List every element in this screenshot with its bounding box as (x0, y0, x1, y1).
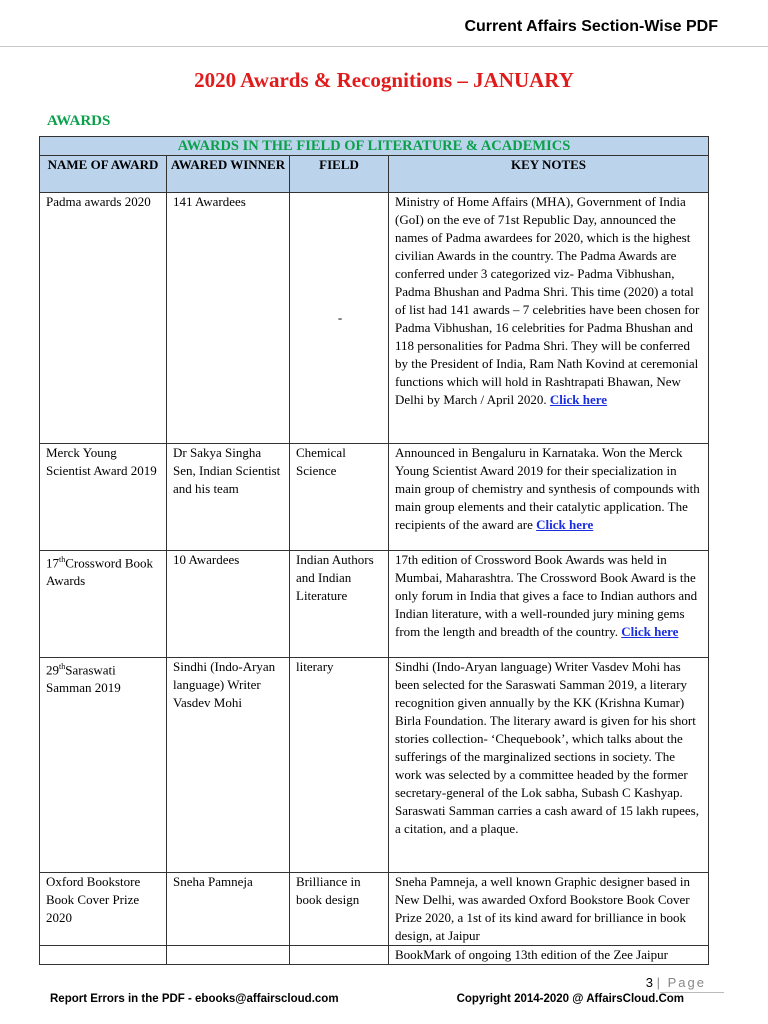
column-header-notes: KEY NOTES (389, 156, 709, 193)
table-row (40, 873, 709, 946)
notes-cell: Sindhi (Indo-Aryan language) Writer Vasdev Mohi has been selected for the Saraswati Samman 2019, a literary recognition given annually by the KK (Krishna Kumar) Birla Foundation. The literary award is given for his short stories collection- ‘Chequebook’, which talks about the sufferings of the marginalized sections in society. The work was selected by a committee headed by the former secretary-general of the Lok sabha, Subash C Kashyap. Saraswati Samman carries a cash award of 15 lakh rupees, a citation, and a plaque. (389, 658, 709, 873)
winner-cell: Sindhi (Indo-Aryan language) Writer Vasdev Mohi (167, 658, 290, 873)
table-row (40, 193, 709, 444)
column-header-name: NAME OF AWARD (40, 156, 167, 193)
notes-cell: BookMark of ongoing 13th edition of the Zee Jaipur (389, 946, 709, 965)
award-name-cell: Oxford Bookstore Book Cover Prize 2020 (40, 873, 167, 946)
page-title: 2020 Awards & Recognitions – JANUARY (194, 68, 574, 92)
winner-cell: 10 Awardees (167, 551, 290, 658)
notes-text: Announced in Bengaluru in Karnataka. Won the Merck Young Scientist Award 2019 for their specialization in main group of chemistry and synthesis of compounds with main group elements and their catalytic application. The recipients of the award are (395, 445, 700, 532)
notes-text: Ministry of Home Affairs (MHA), Government of India (GoI) on the eve of 71st Republic Day, announced the names of Padma awardees for 2020, which is the highest civilian Awards in the country. The Padma Awards are conferred under 3 categorized viz- Padma Vibhushan, Padma Bhushan and Padma Shri. This time (2020) a total of list had 141 awards – 7 celebrities have been chosen for Padma Vibhushan, 16 celebrities for Padma Bhushan and 118 personalities for Padma Shri. They will be conferred by the President of India, Ram Nath Kovind at ceremonial functions which will hold in Rashtrapati Bhawan, New Delhi by March / April 2020. (395, 194, 700, 407)
table-row (40, 444, 709, 551)
award-name-cell: Merck Young Scientist Award 2019 (40, 444, 167, 551)
notes-cell (389, 193, 709, 444)
notes-cell (389, 551, 709, 658)
click-here-link[interactable]: Click here (536, 517, 594, 532)
notes-text: 17th edition of Crossword Book Awards was held in Mumbai, Maharashtra. The Crossword Book Award is the only forum in India that gives a face to Indian authors and Indian literature, with a well-rounded jury mining gems from the length and breadth of the country. (395, 552, 698, 639)
report-errors-text: Report Errors in the PDF - ebooks@affairscloud.com (50, 993, 339, 1005)
field-cell: - (290, 193, 389, 444)
award-name-cell: 29thSaraswati Samman 2019 (40, 658, 167, 873)
click-here-link[interactable]: Click here (549, 392, 608, 407)
table-band-title: AWARDS IN THE FIELD OF LITERATURE & ACADEMICS (40, 137, 709, 156)
awards-table (39, 136, 709, 965)
award-name-cell: 17thCrossword Book Awards (40, 551, 167, 658)
notes-cell: Sneha Pamneja, a well known Graphic designer based in New Delhi, was awarded Oxford Bookstore Book Cover Prize 2020, a 1st of its kind award for brilliance in book design, at Jaipur (389, 873, 709, 946)
table-row (40, 946, 709, 965)
table-row (40, 551, 709, 658)
table-row (40, 658, 709, 873)
copyright-text: Copyright 2014-2020 @ AffairsCloud.Com (456, 993, 684, 1005)
winner-cell: 141 Awardees (167, 193, 290, 444)
section-heading: AWARDS (47, 113, 111, 129)
winner-cell (167, 946, 290, 965)
header-divider (0, 46, 768, 47)
winner-cell: Sneha Pamneja (167, 873, 290, 946)
field-cell (290, 946, 389, 965)
table-band-row (40, 137, 709, 156)
field-cell: Indian Authors and Indian Literature (290, 551, 389, 658)
award-name-cell: Padma awards 2020 (40, 193, 167, 444)
document-header-label: Current Affairs Section-Wise PDF (464, 18, 718, 35)
table-header-row (40, 156, 709, 193)
field-cell: literary (290, 658, 389, 873)
page-number: 3 | Page (645, 975, 706, 990)
winner-cell: Dr Sakya Singha Sen, Indian Scientist and his team (167, 444, 290, 551)
field-cell: Chemical Science (290, 444, 389, 551)
field-cell: Brilliance in book design (290, 873, 389, 946)
notes-cell (389, 444, 709, 551)
award-name-cell (40, 946, 167, 965)
click-here-link[interactable]: Click here (621, 624, 679, 639)
column-header-winner: AWARED WINNER (167, 156, 290, 193)
column-header-field: FIELD (290, 156, 389, 193)
